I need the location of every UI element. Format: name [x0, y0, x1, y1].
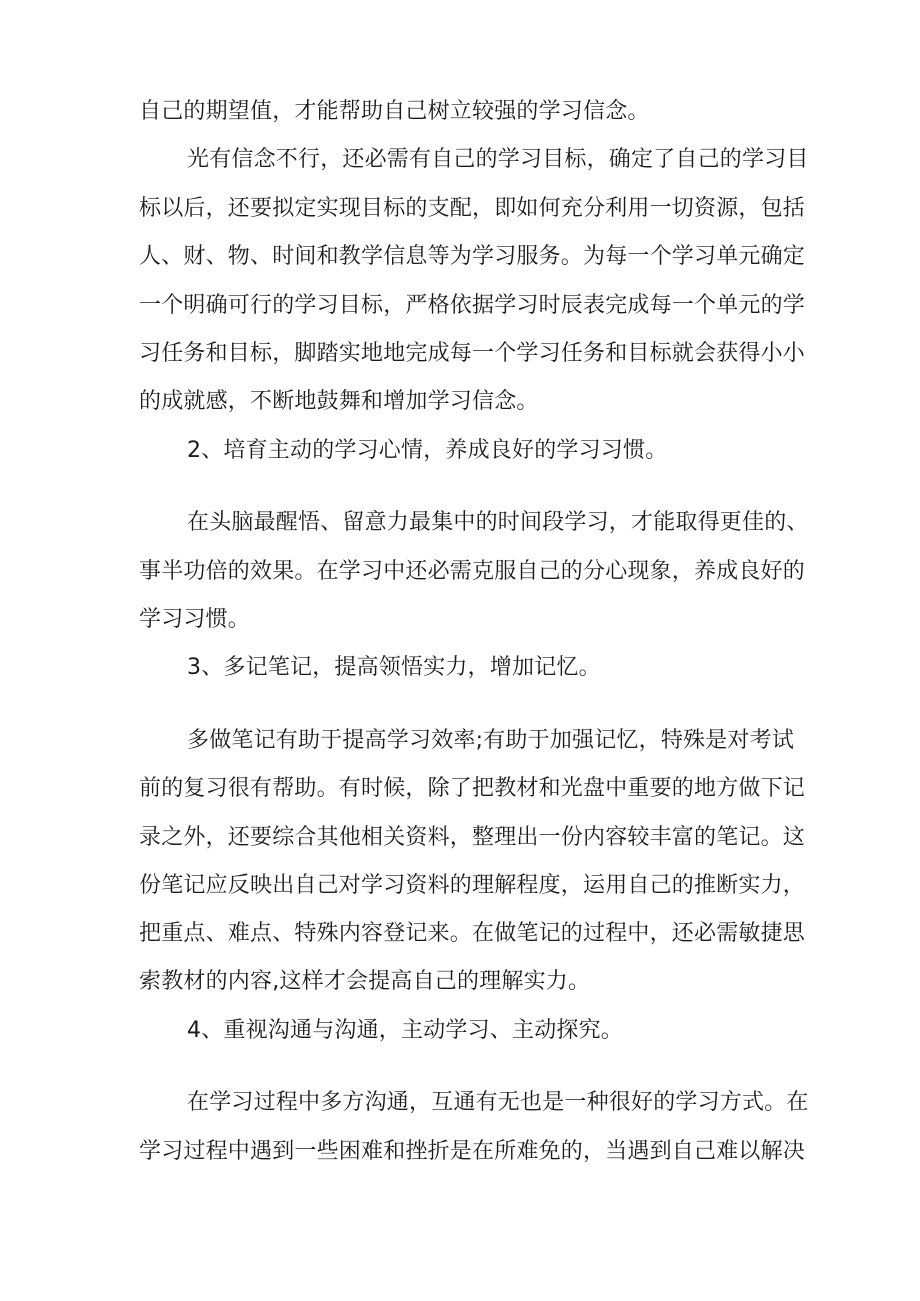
- text-line: 份笔记应反映出自己对学习资料的理解程度，运用自己的推断实力，: [139, 873, 806, 898]
- text-line: 在头脑最醒悟、留意力最集中的时间段学习，才能取得更佳的、: [187, 510, 809, 535]
- text-line: 习任务和目标，脚踏实地地完成每一个学习任务和目标就会获得小小: [139, 341, 806, 366]
- section-heading: 3、多记笔记，提高领悟实力，增加记忆。: [187, 655, 601, 680]
- text-line: 自己的期望值，才能帮助自己树立较强的学习信念。: [139, 99, 650, 124]
- text-line: 多做笔记有助于提高学习效率;有助于加强记忆，特殊是对考试: [187, 728, 795, 753]
- text-line: 光有信念不行，还必需有自己的学习目标，确定了自己的学习目: [187, 147, 809, 172]
- text-line: 录之外，还要综合其他相关资料，整理出一份内容较丰富的笔记。这: [139, 825, 806, 850]
- text-line: 前的复习很有帮助。有时候，除了把教材和光盘中重要的地方做下记: [139, 776, 806, 801]
- text-line: 的成就感，不断地鼓舞和增加学习信念。: [139, 389, 539, 414]
- section-heading: 2、培育主动的学习心情，养成良好的学习习惯。: [187, 438, 668, 463]
- text-line: 在学习过程中多方沟通，互通有无也是一种很好的学习方式。在: [187, 1090, 809, 1115]
- text-line: 人、财、物、时间和教学信息等为学习服务。为每一个学习单元确定: [139, 244, 806, 269]
- text-line: 标以后，还要拟定实现目标的支配，即如何充分利用一切资源，包括: [139, 196, 806, 221]
- section-heading: 4、重视沟通与沟通，主动学习、主动探究。: [187, 1018, 623, 1043]
- text-line: 一个明确可行的学习目标，严格依据学习时辰表完成每一个单元的学: [139, 293, 806, 318]
- text-line: 事半功倍的效果。在学习中还必需克服自己的分心现象，养成良好的: [139, 559, 806, 584]
- text-line: 索教材的内容,这样才会提高自己的理解实力。: [139, 969, 591, 994]
- text-line: 学习过程中遇到一些困难和挫折是在所难免的，当遇到自己难以解决: [139, 1139, 806, 1164]
- text-line: 把重点、难点、特殊内容登记来。在做笔记的过程中，还必需敏捷思: [139, 921, 806, 946]
- text-line: 学习习惯。: [139, 607, 251, 632]
